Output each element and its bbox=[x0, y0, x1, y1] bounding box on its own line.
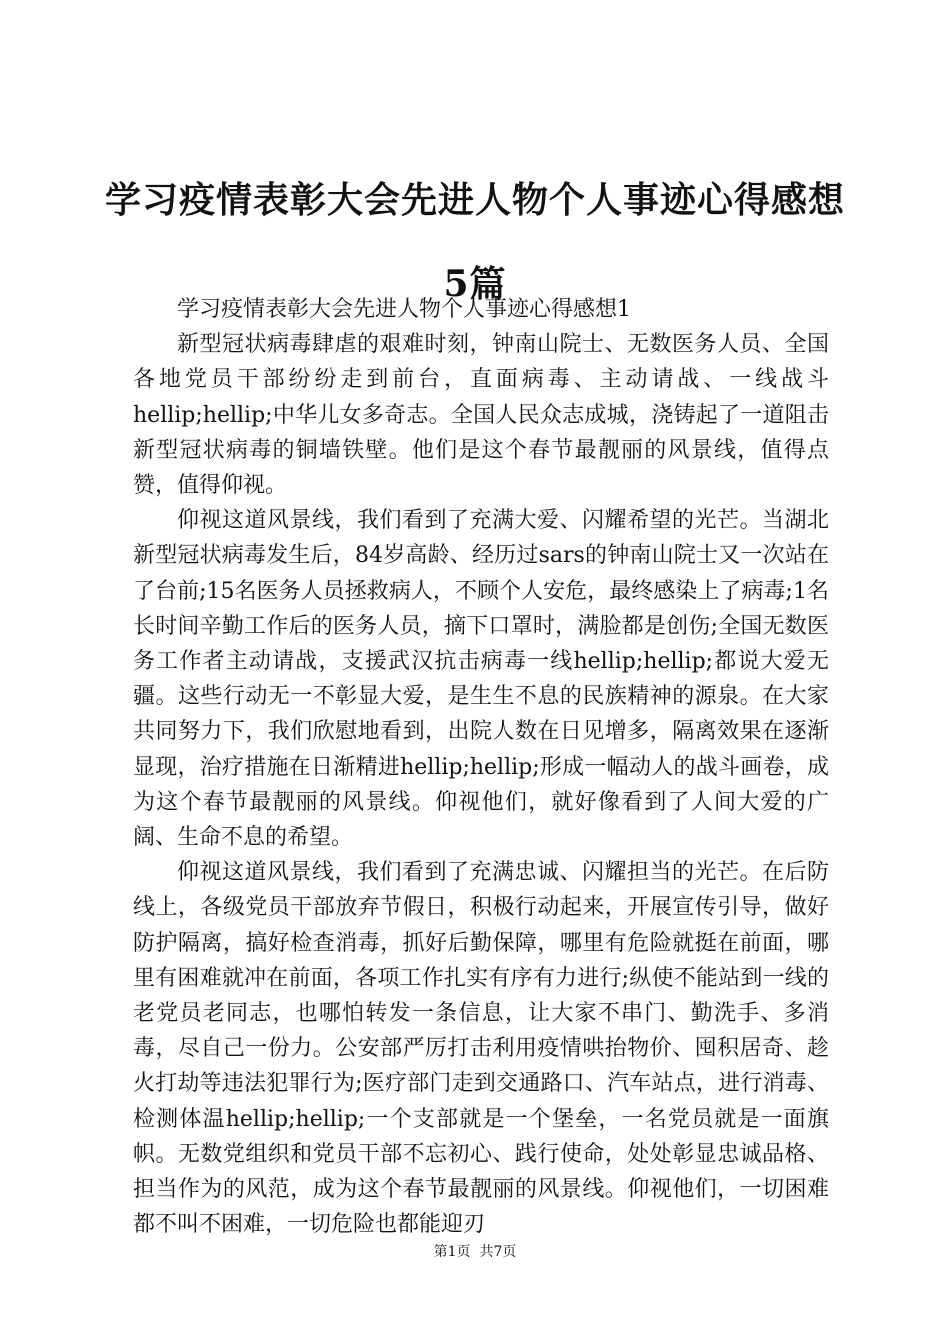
document-body bbox=[133, 292, 829, 1242]
paragraph: 仰视这道风景线，我们看到了充满大爱、闪耀希望的光芒。当湖北新型冠状病毒发生后，84岁高龄、经历过sars的钟南山院士又一次站在了台前;15名医务人员拯救病人，不顾个人安危，最终感染上了病毒;1名长时间辛勤工作后的医务人员，摘下口罩时，满脸都是创伤;全国无数医务工作者主动请战，支援武汉抗击病毒一线hellip;hellip;都说大爱无疆。这些行动无一不彰显大爱，是生生不息的民族精神的源泉。在大家共同努力下，我们欣慰地看到，出院人数在日见增多，隔离效果在逐渐显现，治疗措施在日渐精进hellip;hellip;形成一幅动人的战斗画卷，成为这个春节最靓丽的风景线。仰视他们，就好像看到了人间大爱的广阔、生命不息的希望。 bbox=[133, 508, 829, 851]
paragraph: 仰视这道风景线，我们看到了充满忠诚、闪耀担当的光芒。在后防线上，各级党员干部放弃节假日，积极行动起来，开展宣传引导，做好防护隔离，搞好检查消毒，抓好后勤保障，哪里有危险就挺在前面，哪里有困难就冲在前面，各项工作扎实有序有力进行;纵使不能站到一线的老党员老同志，也哪怕转发一条信息，让大家不串门、勤洗手、多消毒，尽自己一份力。公安部严厉打击利用疫情哄抬物价、囤积居奇、趁火打劫等违法犯罪行为;医疗部门走到交通路口、汽车站点，进行消毒、检测体温hellip;hellip;一个支部就是一个堡垒，一名党员就是一面旗帜。无数党组织和党员干部不忘初心、践行使命，处处彰显忠诚品格、担当作为的风范，成为这个春节最靓丽的风景线。仰视他们，一切困难都不叫不困难，一切危险也都能迎刃 bbox=[133, 860, 829, 1238]
section-subtitle: 学习疫情表彰大会先进人物个人事迹心得感想1 bbox=[177, 297, 631, 322]
page-number: 第1页 共7页 bbox=[433, 1244, 517, 1260]
document-title: 学习疫情表彰大会先进人物个人事迹心得感想5篇 bbox=[104, 179, 845, 305]
page-footer bbox=[0, 1242, 950, 1262]
paragraph: 新型冠状病毒肆虐的艰难时刻，钟南山院士、无数医务人员、全国各地党员干部纷纷走到前台，直面病毒、主动请战、一线战斗hellip;hellip;中华儿女多奇志。全国人民众志成城，浇铸起了一道阻击新型冠状病毒的铜墙铁壁。他们是这个春节最靓丽的风景线，值得点赞，值得仰视。 bbox=[133, 332, 829, 499]
